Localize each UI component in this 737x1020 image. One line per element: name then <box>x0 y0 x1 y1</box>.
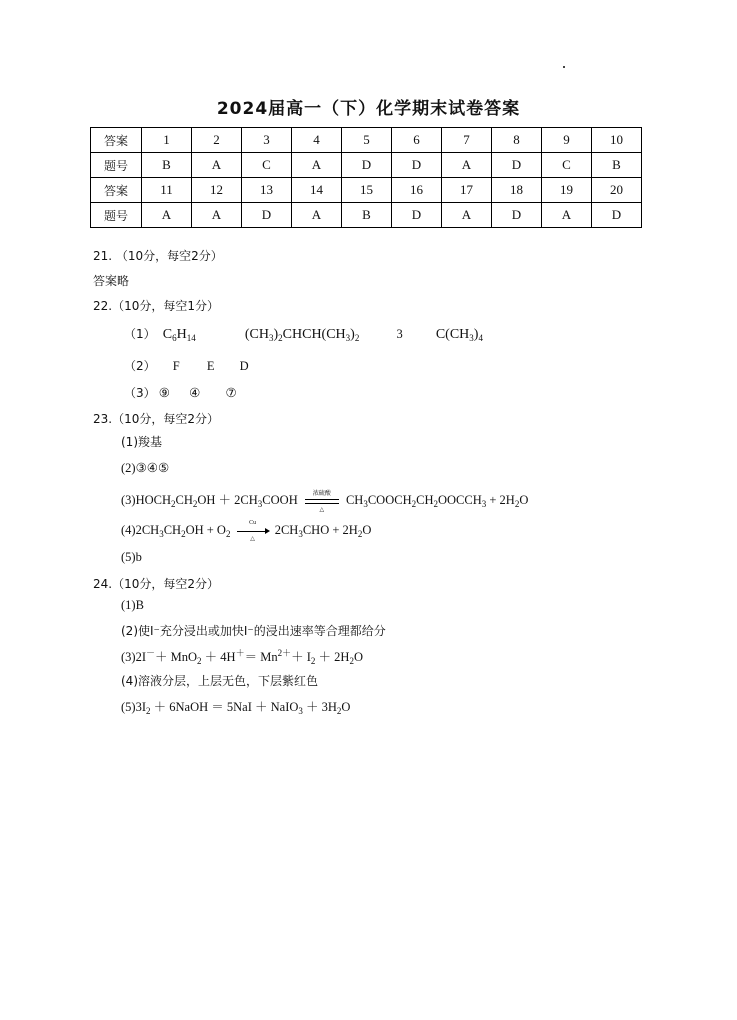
table-cell: A <box>292 153 342 178</box>
table-cell: 5 <box>342 128 392 153</box>
q23-answer-2: (2)③④⑤ <box>121 461 170 475</box>
q23-a4-cond-top: Cu <box>249 520 257 527</box>
table-row-header: 题号 <box>91 203 142 228</box>
reaction-arrow <box>237 520 269 543</box>
page-title: 2024届高一（下）化学期末试卷答案 <box>216 99 521 119</box>
q21-answer: 答案略 <box>93 274 130 288</box>
table-cell: A <box>192 153 242 178</box>
table-cell: A <box>442 203 492 228</box>
table-cell: 7 <box>442 128 492 153</box>
table-cell: 17 <box>442 178 492 203</box>
table-row <box>91 203 642 228</box>
q22-heading: 22.（10分，每空1分） <box>93 299 219 313</box>
q23-answer-4 <box>121 520 372 543</box>
q22-part1 <box>124 325 483 343</box>
q22-p1-count: 3 <box>396 327 403 341</box>
table-cell: 13 <box>242 178 292 203</box>
q22-p1-structure: $(CH_3)_2CHCH(CH_3)_2$ <box>244 327 360 343</box>
table-cell: A <box>542 203 592 228</box>
q23-a4-right: $2CH_3CHO + 2H_2O$ <box>274 523 372 539</box>
q24-answer-2: (2)使I⁻充分浸出或加快I⁻的浸出速率等合理都给分 <box>121 624 386 638</box>
table-cell: 12 <box>192 178 242 203</box>
table-row <box>91 178 642 203</box>
q23-a3-cond-bot: △ <box>319 507 325 514</box>
table-cell: 11 <box>142 178 192 203</box>
table-cell: B <box>592 153 642 178</box>
q23-a4-cond-bot: △ <box>250 536 255 543</box>
q22-p3-val: ④ <box>189 386 201 400</box>
q23-a3-right: $CH_3COOCH_2CH_2OOCCH_3 + 2H_2O$ <box>345 493 529 509</box>
table-cell: 10 <box>592 128 642 153</box>
table-row <box>91 128 642 153</box>
q22-p2-val: D <box>239 359 249 373</box>
q24-answer-4: (4)溶液分层，上层无色，下层紫红色 <box>121 674 318 688</box>
q22-p1-label: （1） <box>124 327 156 341</box>
table-cell: A <box>292 203 342 228</box>
table-cell: D <box>342 153 392 178</box>
q22-p1-formula: $C_6H_{14}$ <box>162 327 196 343</box>
q23-answer-3 <box>121 490 529 514</box>
table-cell: D <box>492 153 542 178</box>
table-cell: 16 <box>392 178 442 203</box>
q22-p3-val: ⑨ <box>158 386 170 400</box>
table-cell: 14 <box>292 178 342 203</box>
q22-p2-val: E <box>206 359 215 373</box>
q21-heading: 21. （10分，每空2分） <box>93 249 223 263</box>
table-cell: 3 <box>242 128 292 153</box>
table-cell: D <box>392 203 442 228</box>
table-cell: 15 <box>342 178 392 203</box>
table-cell: C <box>242 153 292 178</box>
q24-heading: 24.（10分，每空2分） <box>93 577 219 591</box>
q22-p1-neopentane: $C(CH_3)_4$ <box>435 327 483 343</box>
q23-a3-left: $(3)HOCH_2CH_2OH$ ＋ $2CH_3COOH$ <box>121 493 298 509</box>
q23-answer-1: (1)羧基 <box>121 435 162 449</box>
table-cell: 18 <box>492 178 542 203</box>
table-cell: 2 <box>192 128 242 153</box>
table-cell: A <box>142 203 192 228</box>
table-row-header: 答案 <box>91 128 142 153</box>
table-cell: 4 <box>292 128 342 153</box>
table-row-header: 题号 <box>91 153 142 178</box>
table-cell: 6 <box>392 128 442 153</box>
table-cell: 1 <box>142 128 192 153</box>
scan-dot <box>563 66 565 68</box>
q24-answer-5: $(5)3I_2$ ＋ 6NaOH ＝ 5NaI ＋ NaIO$_3$ ＋ $3H_2O$ <box>121 700 351 716</box>
q22-p3-val: ⑦ <box>225 386 237 400</box>
q22-part3 <box>124 384 237 401</box>
table-cell: B <box>342 203 392 228</box>
table-cell: D <box>392 153 442 178</box>
q24-answer-1: (1)B <box>121 598 144 612</box>
table-row <box>91 153 642 178</box>
reversible-arrow <box>305 491 339 514</box>
q23-heading: 23.（10分，每空2分） <box>93 412 219 426</box>
table-cell: A <box>442 153 492 178</box>
q23-a4-left: $(4)2CH_3CH_2OH + O_2$ <box>121 523 231 539</box>
q22-part2 <box>124 357 249 374</box>
table-cell: D <box>242 203 292 228</box>
table-cell: 8 <box>492 128 542 153</box>
q23-answer-5: (5)b <box>121 550 142 564</box>
table-cell: B <box>142 153 192 178</box>
table-cell: 19 <box>542 178 592 203</box>
q22-p2-label: （2） <box>124 359 156 373</box>
q22-p3-label: （3） <box>124 386 156 400</box>
table-cell: C <box>542 153 592 178</box>
q24-answer-3: $(3)2I^-+ MnO_2 + 4H^+= Mn^{2+}+ I_2 + 2H_2O$ <box>121 648 363 666</box>
table-cell: 20 <box>592 178 642 203</box>
table-cell: A <box>192 203 242 228</box>
table-cell: D <box>492 203 542 228</box>
table-cell: D <box>592 203 642 228</box>
table-cell: 9 <box>542 128 592 153</box>
q23-a3-cond-top: 浓硫酸 <box>312 491 331 498</box>
answer-table <box>90 127 642 228</box>
q22-p2-val: F <box>172 359 180 373</box>
table-row-header: 答案 <box>91 178 142 203</box>
